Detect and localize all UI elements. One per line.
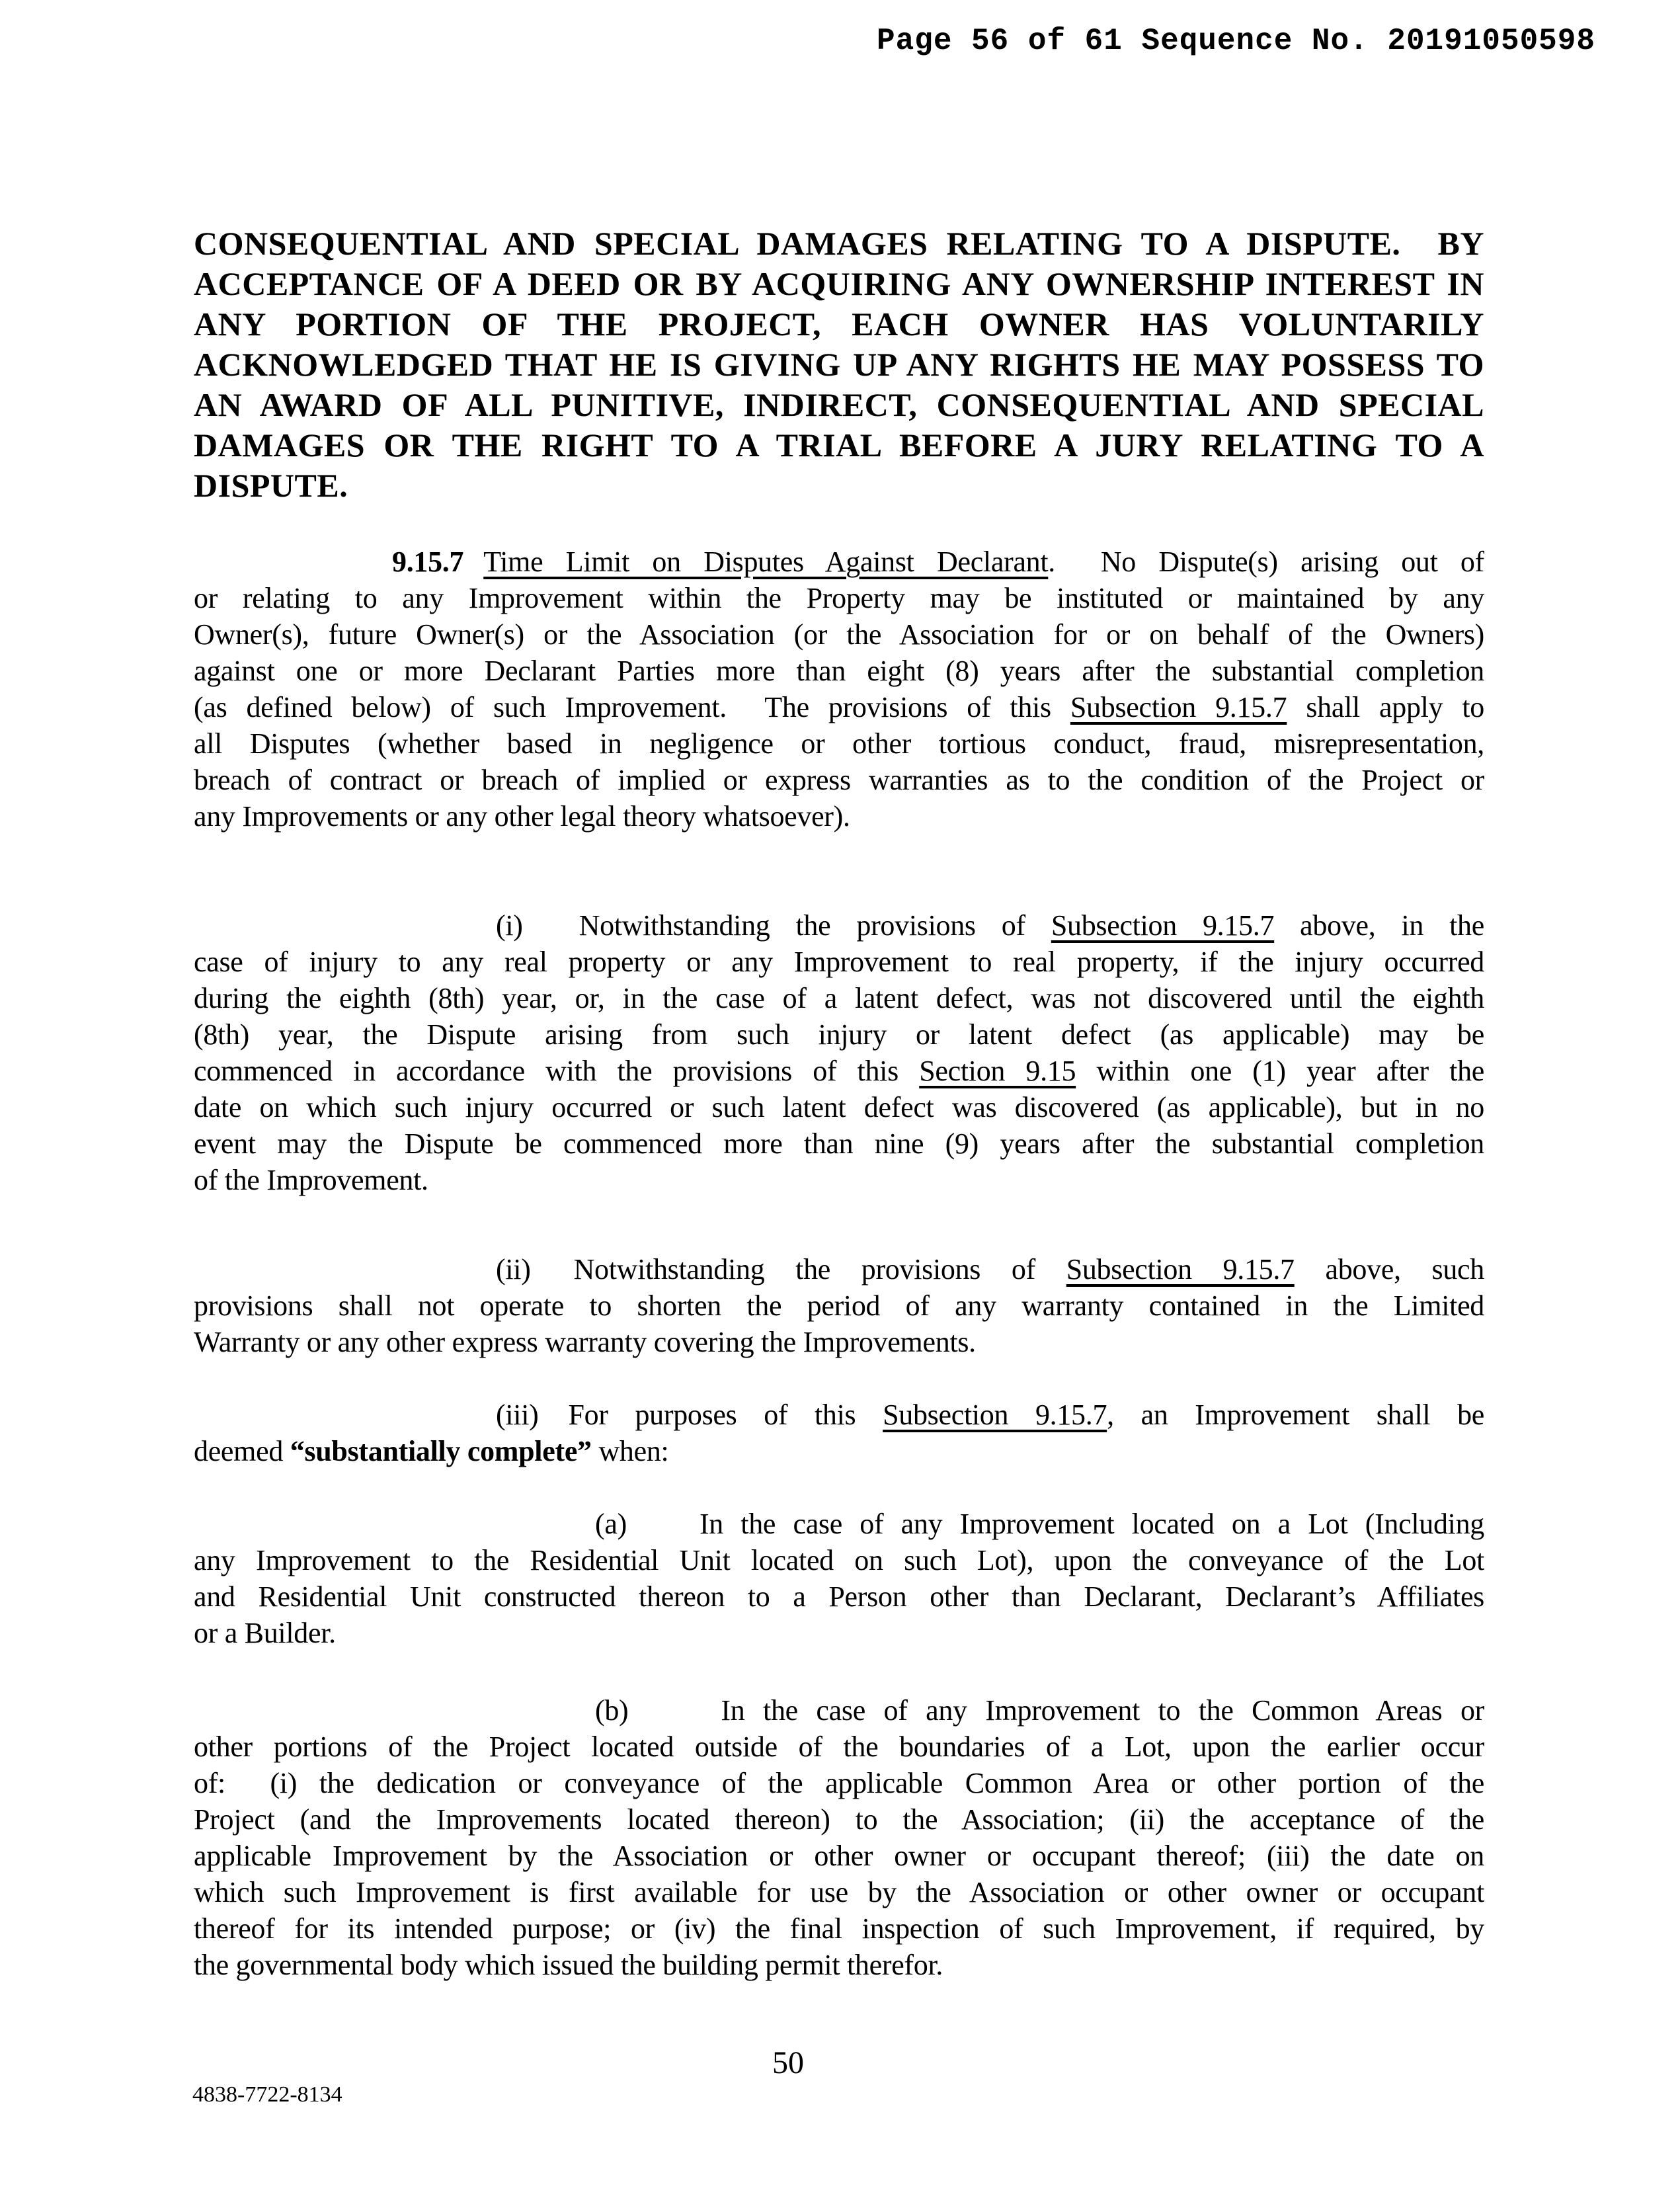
text-segment: commenced in accordance with the provisions of this <box>194 1055 920 1087</box>
text-line <box>194 907 1484 944</box>
text-line <box>194 762 1484 798</box>
text-segment: AN AWARD OF ALL PUNITIVE, INDIRECT, CONSEQUENTIAL AND SPECIAL <box>194 386 1484 423</box>
text-segment: ACCEPTANCE OF A DEED OR BY ACQUIRING ANY OWNERSHIP INTEREST IN <box>194 265 1484 302</box>
text-segment: (i) <box>496 909 523 942</box>
text-segment: . No Dispute(s) arising out of <box>1048 546 1484 578</box>
tab-space <box>628 1719 721 1720</box>
paragraph-item-ii <box>194 1251 1484 1360</box>
text-segment: any Improvements or any other legal theory whatsoever). <box>194 800 850 833</box>
text-segment: breach of contract or breach of implied or express warranties as to the condition of the Project or <box>194 764 1484 796</box>
text-segment: other portions of the Project located outside of the boundaries of a Lot, upon the earlier occur <box>194 1731 1484 1763</box>
text-segment: above, in the <box>1274 909 1484 942</box>
text-segment: case of injury to any real property or any Improvement to real property, if the injury occurred <box>194 946 1484 978</box>
document-id-footer: 4838-7722-8134 <box>192 2082 342 2107</box>
text-line <box>194 689 1484 725</box>
text-segment: (ii) <box>496 1253 531 1285</box>
paragraph-item-a <box>194 1506 1484 1651</box>
text-line <box>194 385 1484 425</box>
text-segment: when: <box>591 1435 669 1467</box>
text-line <box>194 224 1484 264</box>
text-line <box>194 1910 1484 1947</box>
text-line <box>194 1089 1484 1125</box>
text-segment: Notwithstanding the provisions of <box>579 909 1051 942</box>
text-line <box>194 1053 1484 1089</box>
text-segment: Subsection 9.15.7 <box>1066 1253 1295 1285</box>
paragraph-section-9-15-7 <box>194 544 1484 835</box>
text-line <box>194 1542 1484 1578</box>
text-line <box>194 345 1484 385</box>
page-number: 50 <box>772 2045 804 2080</box>
text-line <box>194 1947 1484 1983</box>
text-segment: (b) <box>595 1694 629 1727</box>
paragraph-item-b <box>194 1692 1484 1983</box>
text-line <box>194 580 1484 616</box>
text-segment: Warranty or any other express warranty covering the Improvements. <box>194 1326 976 1358</box>
text-segment: (iii) <box>496 1399 539 1431</box>
text-segment: “substantially complete” <box>290 1435 592 1467</box>
text-segment: of the Improvement. <box>194 1164 428 1196</box>
text-line <box>194 1251 1484 1287</box>
text-segment: Section 9.15 <box>919 1055 1076 1087</box>
text-segment: shall apply to <box>1287 691 1484 723</box>
text-line <box>194 1838 1484 1874</box>
text-line <box>194 798 1484 835</box>
text-line <box>194 1287 1484 1324</box>
text-line <box>194 1433 1484 1469</box>
text-segment: deemed <box>194 1435 290 1467</box>
text-line <box>194 725 1484 762</box>
text-segment: 9.15.7 <box>392 546 464 578</box>
text-line <box>194 1729 1484 1765</box>
text-line <box>194 1506 1484 1542</box>
text-line <box>194 1801 1484 1838</box>
text-segment: all Disputes (whether based in negligence or other tortious conduct, fraud, misrepresentation, <box>194 727 1484 760</box>
text-segment: against one or more Declarant Parties more than eight (8) years after the substantial completion <box>194 655 1484 687</box>
text-segment: DAMAGES OR THE RIGHT TO A TRIAL BEFORE A JURY RELATING TO A <box>194 427 1484 464</box>
text-segment: any Improvement to the Residential Unit located on such Lot), upon the conveyance of the Lot <box>194 1544 1484 1576</box>
paragraph-item-i <box>194 907 1484 1198</box>
text-segment: or a Builder. <box>194 1617 336 1649</box>
text-segment: provisions shall not operate to shorten the period of any warranty contained in the Limited <box>194 1289 1484 1322</box>
text-line <box>194 466 1484 506</box>
text-segment: thereof for its intended purpose; or (iv) the final inspection of such Improvement, if required, by <box>194 1912 1484 1945</box>
text-line <box>194 1765 1484 1801</box>
text-segment: or relating to any Improvement within the Property may be instituted or maintained by any <box>194 582 1484 614</box>
text-line <box>194 616 1484 653</box>
text-segment: (a) <box>595 1508 627 1540</box>
text-segment: ANY PORTION OF THE PROJECT, EACH OWNER HAS VOLUNTARILY <box>194 306 1484 343</box>
text-line <box>194 1874 1484 1910</box>
document-content <box>194 0 1484 1983</box>
page-header-pagination: Page 56 of 61 Sequence No. 20191050598 <box>877 24 1595 58</box>
text-segment: DISPUTE. <box>194 467 348 504</box>
text-line <box>194 1016 1484 1053</box>
text-line <box>194 980 1484 1016</box>
text-segment: (as defined below) of such Improvement. The provisions of this <box>194 691 1070 723</box>
paragraph-item-iii <box>194 1397 1484 1469</box>
text-segment: (8th) year, the Dispute arising from such injury or latent defect (as applicable) may be <box>194 1018 1484 1051</box>
text-segment: Owner(s), future Owner(s) or the Association (or the Association for or on behalf of the Owners) <box>194 618 1484 651</box>
text-line <box>194 1324 1484 1360</box>
text-line <box>194 1162 1484 1198</box>
text-line <box>194 1578 1484 1615</box>
text-segment: , an Improvement shall be <box>1107 1399 1484 1431</box>
text-segment: which such Improvement is first available for use by the Association or other owner or occupant <box>194 1876 1484 1908</box>
text-segment: ACKNOWLEDGED THAT HE IS GIVING UP ANY RIGHTS HE MAY POSSESS TO <box>194 346 1484 383</box>
text-line <box>194 1692 1484 1729</box>
text-segment: Notwithstanding the provisions of <box>573 1253 1066 1285</box>
text-line <box>194 653 1484 689</box>
text-line <box>194 425 1484 466</box>
tab-space <box>531 1278 574 1279</box>
text-segment: above, such <box>1294 1253 1484 1285</box>
text-segment: applicable Improvement by the Association or other owner or occupant thereof; (iii) the date on <box>194 1840 1484 1872</box>
text-line <box>194 304 1484 345</box>
text-segment: Subsection 9.15.7 <box>1051 909 1275 942</box>
text-segment: of: (i) the dedication or conveyance of the applicable Common Area or other portion of the <box>194 1767 1484 1799</box>
text-segment: within one (1) year after the <box>1076 1055 1484 1087</box>
text-segment: In the case of any Improvement located on a Lot (Including <box>699 1508 1484 1540</box>
paragraph-damages-waiver <box>194 224 1484 506</box>
text-segment: For purposes of this <box>568 1399 883 1431</box>
text-line <box>194 944 1484 980</box>
text-segment: Subsection 9.15.7 <box>883 1399 1107 1431</box>
text-segment: In the case of any Improvement to the Common Areas or <box>721 1694 1484 1727</box>
text-segment: CONSEQUENTIAL AND SPECIAL DAMAGES RELATING TO A DISPUTE. BY <box>194 225 1484 262</box>
text-line <box>194 1125 1484 1162</box>
text-line <box>194 1615 1484 1651</box>
text-segment: Subsection 9.15.7 <box>1070 691 1287 723</box>
tab-space <box>523 934 579 935</box>
text-line <box>194 264 1484 304</box>
text-segment: the governmental body which issued the building permit therefor. <box>194 1949 943 1981</box>
text-segment: during the eighth (8th) year, or, in the case of a latent defect, was not discovered until the eighth <box>194 982 1484 1014</box>
text-segment: Project (and the Improvements located thereon) to the Association; (ii) the acceptance of the <box>194 1803 1484 1836</box>
text-segment: and Residential Unit constructed thereon to a Person other than Declarant, Declarant’s Affiliates <box>194 1580 1484 1613</box>
text-line <box>194 1397 1484 1433</box>
text-segment: date on which such injury occurred or such latent defect was discovered (as applicable), but in no <box>194 1091 1484 1123</box>
text-segment: event may the Dispute be commenced more than nine (9) years after the substantial completion <box>194 1127 1484 1160</box>
text-segment: Time Limit on Disputes Against Declarant <box>483 546 1049 578</box>
text-line <box>194 544 1484 580</box>
